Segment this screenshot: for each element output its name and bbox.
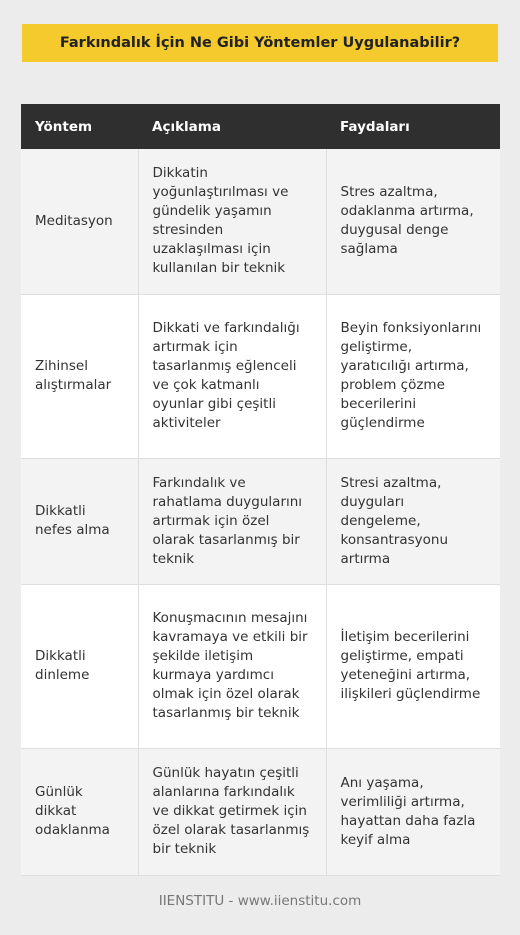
cell-method: Dikkatli nefes alma: [21, 458, 138, 584]
table-row: [21, 294, 500, 458]
footer-credit: IIENSTITU - www.iienstitu.com: [158, 893, 362, 909]
page-title: Farkındalık İçin Ne Gibi Yöntemler Uygulanabilir?: [59, 35, 461, 51]
table-row: [21, 149, 500, 294]
cell-description: Dikkati ve farkındalığı artırmak için tasarlanmış eğlenceli ve çok katmanlı oyunlar gibi çeşitli aktiviteler: [138, 294, 326, 458]
cell-benefits: İletişim becerilerini geliştirme, empati yeteneğini artırma, ilişkileri güçlendirme: [326, 584, 500, 748]
methods-table: [21, 104, 500, 876]
cell-description: Farkındalık ve rahatlama duygularını artırmak için özel olarak tasarlanmış bir teknik: [138, 458, 326, 584]
header-method: Yöntem: [21, 104, 138, 149]
table-row: [21, 584, 500, 748]
cell-benefits: Stres azaltma, odaklanma artırma, duygusal denge sağlama: [326, 149, 500, 294]
cell-benefits: Stresi azaltma, duyguları dengeleme, konsantrasyonu artırma: [326, 458, 500, 584]
table-header-row: [21, 104, 500, 149]
title-banner: [22, 24, 498, 62]
header-benefits: Faydaları: [326, 104, 500, 149]
cell-benefits: Beyin fonksiyonlarını geliştirme, yaratıcılığı artırma, problem çözme becerilerini güçlendirme: [326, 294, 500, 458]
cell-description: Günlük hayatın çeşitli alanlarına farkındalık ve dikkat getirmek için özel olarak tasarlanmış bir teknik: [138, 748, 326, 875]
cell-method: Dikkatli dinleme: [21, 584, 138, 748]
cell-method: Günlük dikkat odaklanma: [21, 748, 138, 875]
header-description: Açıklama: [138, 104, 326, 149]
table-row: [21, 458, 500, 584]
cell-benefits: Anı yaşama, verimliliği artırma, hayattan daha fazla keyif alma: [326, 748, 500, 875]
table-row: [21, 748, 500, 875]
cell-description: Dikkatin yoğunlaştırılması ve gündelik yaşamın stresinden uzaklaşılması için kullanılan bir teknik: [138, 149, 326, 294]
cell-method: Meditasyon: [21, 149, 138, 294]
cell-method: Zihinsel alıştırmalar: [21, 294, 138, 458]
cell-description: Konuşmacının mesajını kavramaya ve etkili bir şekilde iletişim kurmaya yardımcı olmak için özel olarak tasarlanmış bir teknik: [138, 584, 326, 748]
